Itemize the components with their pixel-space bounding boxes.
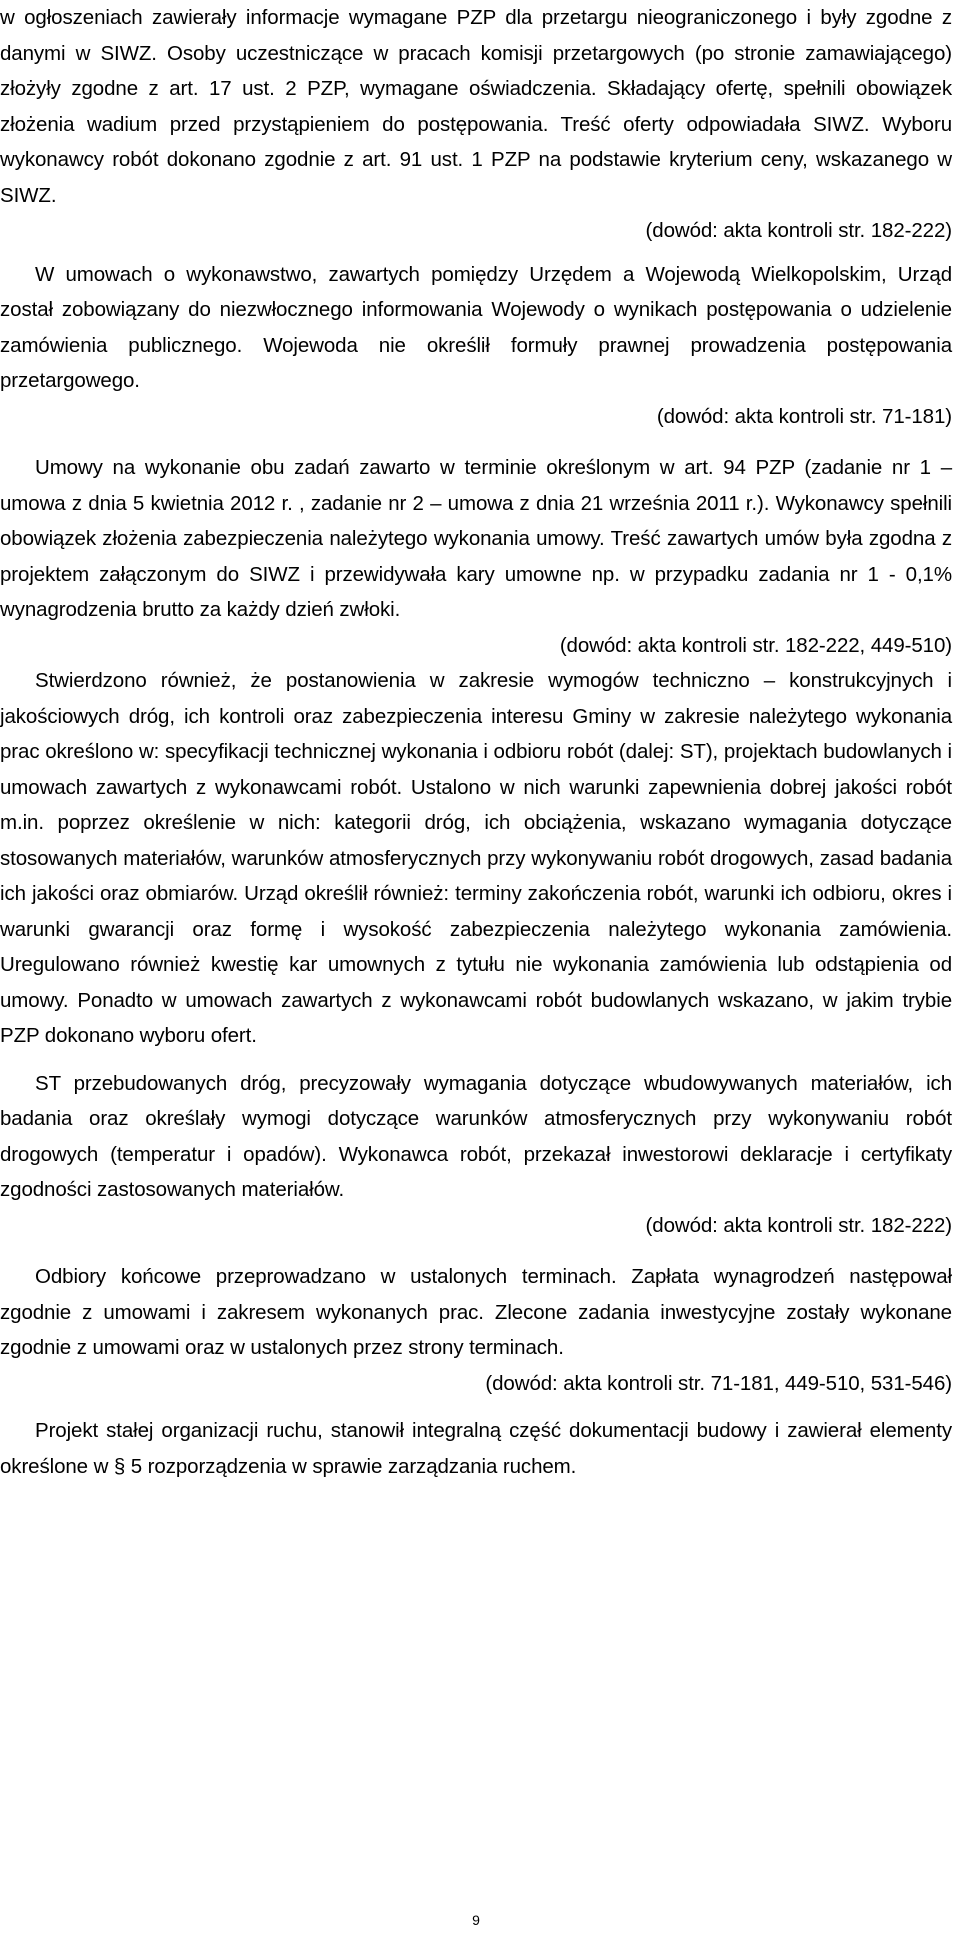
paragraph-voivode-agreements: W umowach o wykonawstwo, zawartych pomiędzy Urzędem a Wojewodą Wielkopolskim, Urząd został zobowiązany do niezwłocznego informowania Wojewody o wynikach postępowania o udzielenie zamówienia publicznego. Wojewoda nie określił formuły prawnej prowadzenia postępowania przetargowego. [0,262,952,392]
evidence-citation: (dowód: akta kontroli str. 71-181, 449-510, 531-546) [485,1371,952,1395]
evidence-citation: (dowód: akta kontroli str. 71-181) [656,404,952,428]
page-number: 9 [472,1912,480,1928]
paragraph-technical-requirements: Stwierdzono również, że postanowienia w zakresie wymogów techniczno – konstrukcyjnych i jakościowych dróg, ich kontroli oraz zabezpieczenia interesu Gminy w zakresie należytego wykonania prac określono w: specyfikacji technicznej wykonania i odbioru robót (dalej: ST), projektach budowlanych i umowach zawartych z wykonawcami robót. Ustalono w nich warunki zapewnienia dobrej jakości robót m.in. poprzez określenie w nich: kategorii dróg, ich obciążenia, wskazano wymagania dotyczące stosowanych materiałów, warunków atmosferycznych przy wykonywaniu robót drogowych, zasad badania ich jakości oraz obmiarów. Urząd określił również: terminy zakończenia robót, warunki ich odbioru, okres i warunki gwarancji oraz formę i wysokość zabezpieczenia należytego wykonania zamówienia. Uregulowano również kwestię kar umownych z tytułu nie wykonania zamówienia lub odstąpienia od umowy. Ponadto w umowach zawartych z wykonawcami robót budowlanych wskazano, w jakim trybie PZP dokonano wyboru ofert. [0,669,952,1047]
evidence-citation: (dowód: akta kontroli str. 182-222, 449-510) [559,633,952,657]
evidence-citation: (dowód: akta kontroli str. 182-222) [645,219,952,242]
paragraph-tender-notices: w ogłoszeniach zawierały informacje wymagane PZP dla przetargu nieograniczonego i były zgodne z danymi w SIWZ. Osoby uczestniczące w pracach komisji przetargowych (po stronie zamawiającego) złożyły zgodne z art. 17 ust. 2 PZP, wymagane oświadczenia. Składający ofertę, spełnili obowiązek złożenia wadium przed przystąpieniem do postępowania. Treść oferty odpowiadała SIWZ. Wyboru wykonawcy robót dokonano zgodnie z art. 91 ust. 1 PZP na podstawie kryterium ceny, wskazanego w SIWZ. [0,6,952,207]
paragraph-final-acceptance: Odbiory końcowe przeprowadzano w ustalonych terminach. Zapłata wynagrodzeń następował zgodnie z umowami i zakresem wykonanych prac. Zlecone zadania inwestycyjne zostały wykonane zgodnie z umowami oraz w ustalonych przez strony terminach. [0,1265,952,1359]
paragraph-traffic-organization: Projekt stałej organizacji ruchu, stanowił integralną część dokumentacji budowy i zawierał elementy określone w § 5 rozporządzenia w sprawie zarządzania ruchem. [0,1419,952,1478]
evidence-citation: (dowód: akta kontroli str. 182-222) [645,1213,952,1237]
paragraph-specifications: ST przebudowanych dróg, precyzowały wymagania dotyczące wbudowywanych materiałów, ich badania oraz określały wymogi dotyczące warunków atmosferycznych przy wykonywaniu robót drogowych (temperatur i opadów). Wykonawca robót, przekazał inwestorowi deklaracje i certyfikaty zgodności zastosowanych materiałów. [0,1071,952,1201]
paragraph-contracts: Umowy na wykonanie obu zadań zawarto w terminie określonym w art. 94 PZP (zadanie nr 1 – umowa z dnia 5 kwietnia 2012 r. , zadanie nr 2 – umowa z dnia 21 września 2011 r.). Wykonawcy spełnili obowiązek złożenia zabezpieczenia należytego wykonania umowy. Treść zawartych umów była zgodna z projektem załączonym do SIWZ i przewidywała kary umowne np. w przypadku zadania nr 1 - 0,1% wynagrodzenia brutto za każdy dzień zwłoki. [0,456,952,621]
